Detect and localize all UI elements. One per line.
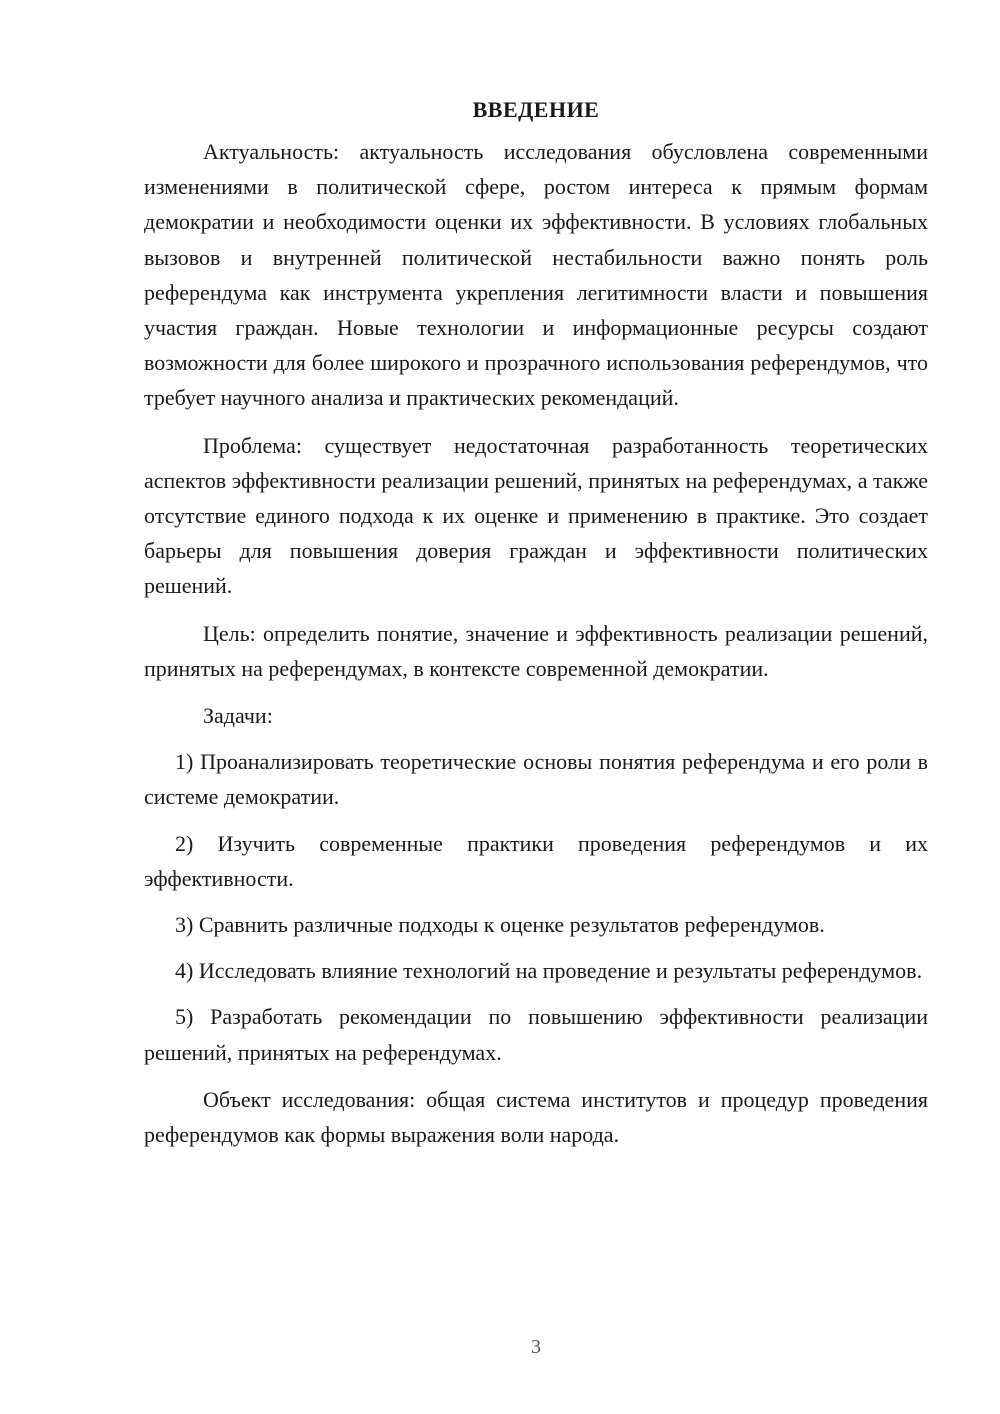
section-title: ВВЕДЕНИЕ: [472, 97, 600, 122]
paragraph-relevance: Актуальность: актуальность исследования обусловлена современными изменениями в политической сфере, ростом интереса к прямым формам демократии и необходимости оценки их эффективности. В условиях глобальных вызовов и внутренней политической нестабильности важно понять роль референдума как инструмента укрепления легитимности власти и повышения участия граждан. Новые технологии и информационные ресурсы создают возможности для более широкого и прозрачного использования референдумов, что требует научного анализа и практических рекомендаций.: [144, 139, 928, 411]
paragraph-problem: Проблема: существует недостаточная разработанность теоретических аспектов эффективности реализации решений, принятых на референдумах, а также отсутствие единого подхода к их оценке и применению в практике. Это создает барьеры для повышения доверия граждан и эффективности политических решений.: [144, 432, 928, 599]
paragraph-object: Объект исследования: общая система институтов и процедур проведения референдумов как формы выражения воли народа.: [144, 1086, 928, 1148]
task-item-2: 2) Изучить современные практики проведения референдумов и их эффективности.: [144, 830, 928, 891]
task-item-1: 1) Проанализировать теоретические основы понятия референдума и его роли в системе демократии.: [144, 749, 928, 810]
task-item-3: 3) Сравнить различные подходы к оценке результатов референдумов.: [175, 912, 825, 938]
page-number: 3: [531, 1336, 541, 1358]
document-page: [144, 92, 928, 1152]
task-item-4: 4) Исследовать влияние технологий на проведение и результаты референдумов.: [175, 958, 923, 984]
paragraph-goal: Цель: определить понятие, значение и эффективность реализации решений, принятых на референдумах, в контексте современной демократии.: [144, 620, 928, 681]
task-item-5: 5) Разработать рекомендации по повышению эффективности реализации решений, принятых на референдумах.: [144, 1004, 928, 1065]
tasks-heading: Задачи:: [203, 703, 273, 729]
